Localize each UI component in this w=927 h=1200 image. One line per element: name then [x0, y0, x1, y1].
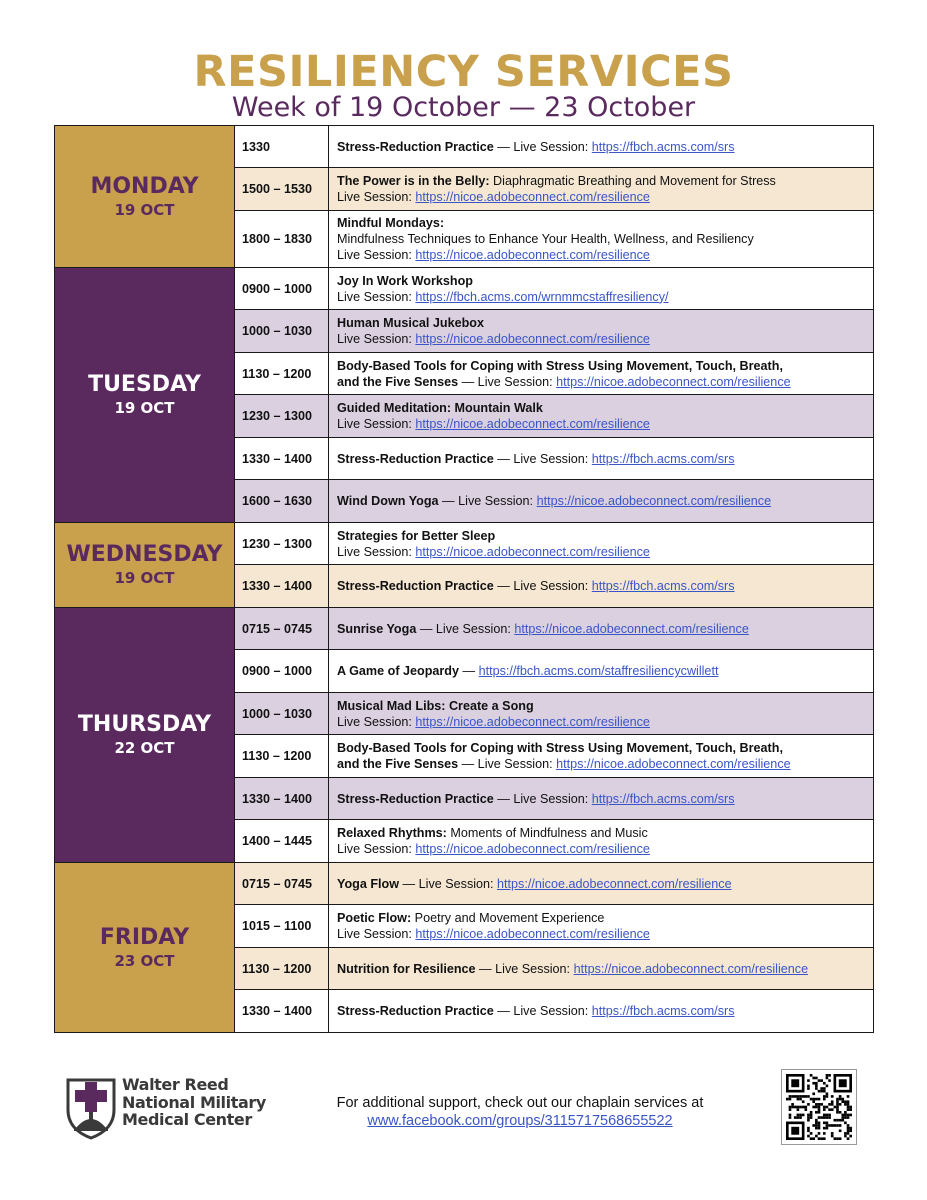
- session-details: [329, 735, 874, 778]
- session-title: Mindful Mondays:: [337, 216, 445, 230]
- session-details: [329, 820, 874, 863]
- session-link[interactable]: https://fbch.acms.com/wrnmmcstaffresiliency/: [415, 289, 669, 304]
- session-line: [337, 841, 865, 857]
- session-line: [337, 331, 865, 347]
- session-time: 1230 – 1300: [235, 395, 329, 438]
- session-details: [329, 211, 874, 268]
- logo-line: Medical Center: [122, 1110, 252, 1129]
- live-session-label: — Live Session:: [493, 791, 592, 806]
- day-date: 19 OCT: [114, 569, 175, 587]
- session-link[interactable]: https://nicoe.adobeconnect.com/resilience: [514, 621, 749, 636]
- support-text: For additional support, check out our chaplain services at: [336, 1095, 704, 1111]
- session-details: [329, 395, 874, 438]
- live-session-label: — Live Session:: [438, 494, 537, 508]
- live-session-label: — Live Session:: [458, 757, 557, 771]
- session-time: 1800 – 1830: [235, 211, 329, 268]
- session-link[interactable]: https://nicoe.adobeconnect.com/resilience: [556, 757, 791, 771]
- session-link[interactable]: https://nicoe.adobeconnect.com/resilience: [497, 876, 732, 891]
- session-link[interactable]: https://fbch.acms.com/staffresiliencycwillett: [478, 664, 719, 678]
- session-subtitle: Moments of Mindfulness and Music: [446, 826, 648, 840]
- qr-code: [781, 1069, 857, 1145]
- session-line: [337, 289, 865, 305]
- session-line: [337, 663, 865, 679]
- session-time: 1330 – 1400: [235, 990, 329, 1033]
- session-line: [337, 247, 865, 263]
- session-link[interactable]: https://nicoe.adobeconnect.com/resilience: [536, 494, 772, 508]
- session-title: Musical Mad Libs: Create a Song: [337, 698, 534, 713]
- live-session-label: Live Session:: [337, 842, 416, 856]
- live-session-label: — Live Session:: [493, 1004, 592, 1018]
- session-line: [337, 215, 865, 231]
- day-date: 22 OCT: [114, 739, 175, 757]
- session-title: Stress-Reduction Practice: [337, 579, 494, 593]
- session-time: 1500 – 1530: [235, 168, 329, 211]
- session-line: [337, 273, 865, 289]
- cross-shield-icon: [66, 1076, 116, 1140]
- live-session-label: — Live Session:: [416, 621, 515, 636]
- session-details: [329, 523, 874, 565]
- support-note: [300, 1094, 740, 1130]
- session-time: 1000 – 1030: [235, 693, 329, 735]
- session-link[interactable]: https://nicoe.adobeconnect.com/resilience: [415, 190, 650, 204]
- day-name: FRIDAY: [99, 924, 190, 950]
- session-title: Relaxed Rhythms:: [337, 826, 447, 840]
- session-subtitle: Poetry and Movement Experience: [411, 911, 605, 925]
- session-title: Wind Down Yoga: [337, 494, 439, 508]
- session-time: 1000 – 1030: [235, 310, 329, 353]
- live-session-label: Live Session:: [337, 417, 416, 431]
- session-title: A Game of Jeopardy: [337, 664, 460, 678]
- live-session-label: Live Session:: [337, 248, 416, 262]
- live-session-label: Live Session:: [337, 332, 416, 346]
- session-time: 1330: [235, 126, 329, 168]
- session-time: 1130 – 1200: [235, 948, 329, 990]
- session-details: [329, 268, 874, 310]
- day-name: TUESDAY: [88, 372, 201, 397]
- session-line: [337, 189, 865, 205]
- session-details: [329, 353, 874, 395]
- session-line: [337, 714, 865, 730]
- session-time: 1600 – 1630: [235, 480, 329, 523]
- session-line: [337, 400, 865, 416]
- session-line: [337, 578, 865, 594]
- session-line: [337, 416, 865, 432]
- session-line: [337, 544, 865, 560]
- session-line: [337, 173, 865, 189]
- walter-reed-logo: [66, 1076, 306, 1140]
- session-title-cont: and the Five Senses: [337, 374, 459, 389]
- session-line: [337, 698, 865, 714]
- session-link[interactable]: https://fbch.acms.com/srs: [591, 579, 735, 593]
- session-title: Strategies for Better Sleep: [337, 528, 496, 543]
- session-time: 0715 – 0745: [235, 608, 329, 650]
- live-session-label: Mindfulness Techniques to Enhance Your Health, Wellness, and Resiliency: [337, 232, 754, 246]
- live-session-label: — Live Session:: [399, 876, 498, 891]
- session-details: [329, 693, 874, 735]
- session-line: [337, 374, 865, 390]
- session-details: [329, 650, 874, 693]
- session-line: [337, 740, 865, 756]
- session-time: 1015 – 1100: [235, 905, 329, 948]
- session-link[interactable]: https://nicoe.adobeconnect.com/resilience: [415, 544, 650, 559]
- session-link[interactable]: https://nicoe.adobeconnect.com/resilience: [415, 927, 650, 941]
- session-row: [55, 268, 874, 310]
- session-line: [337, 791, 865, 807]
- session-title: Body-Based Tools for Coping with Stress Using Movement, Touch, Breath,: [337, 741, 783, 755]
- session-title: Guided Meditation: Mountain Walk: [337, 401, 543, 415]
- session-details: [329, 310, 874, 353]
- day-name: WEDNESDAY: [66, 542, 223, 567]
- session-title: Stress-Reduction Practice: [337, 451, 494, 466]
- day-name: MONDAY: [90, 173, 199, 199]
- logo-line: Walter Reed: [122, 1075, 229, 1094]
- session-details: [329, 905, 874, 948]
- session-row: [55, 126, 874, 168]
- qr-code-icon: [786, 1074, 852, 1140]
- session-time: 1130 – 1200: [235, 353, 329, 395]
- session-line: [337, 926, 865, 942]
- session-line: [337, 451, 865, 467]
- day-cell: [55, 523, 235, 608]
- session-details: [329, 990, 874, 1033]
- session-details: [329, 565, 874, 608]
- day-name: THURSDAY: [77, 712, 212, 737]
- day-cell: [55, 863, 235, 1033]
- session-details: [329, 480, 874, 523]
- session-title-cont: and the Five Senses: [337, 757, 459, 771]
- facebook-link[interactable]: www.facebook.com/groups/3115717568655522: [367, 1113, 673, 1129]
- logo-text: [122, 1076, 266, 1129]
- session-time: 1230 – 1300: [235, 523, 329, 565]
- live-session-label: Live Session:: [337, 190, 416, 204]
- live-session-label: Live Session:: [337, 544, 416, 559]
- live-session-label: — Live Session:: [493, 139, 592, 154]
- session-details: [329, 438, 874, 480]
- session-time: 0715 – 0745: [235, 863, 329, 905]
- session-details: [329, 126, 874, 168]
- session-title: Poetic Flow:: [337, 911, 412, 925]
- session-title: Nutrition for Resilience: [337, 961, 476, 976]
- session-title: Stress-Reduction Practice: [337, 1004, 494, 1018]
- session-time: 1330 – 1400: [235, 778, 329, 820]
- session-title: Stress-Reduction Practice: [337, 791, 494, 806]
- session-line: [337, 493, 865, 509]
- session-row: [55, 523, 874, 565]
- session-line: [337, 315, 865, 331]
- session-line: [337, 1003, 865, 1019]
- session-link[interactable]: https://nicoe.adobeconnect.com/resilience: [415, 714, 650, 729]
- session-row: [55, 608, 874, 650]
- session-details: [329, 608, 874, 650]
- page-subtitle: Week of 19 October — 23 October: [231, 92, 696, 123]
- session-title: Human Musical Jukebox: [337, 316, 484, 330]
- session-link[interactable]: https://nicoe.adobeconnect.com/resilience: [556, 374, 791, 389]
- session-time: 0900 – 1000: [235, 650, 329, 693]
- session-line: [337, 358, 865, 374]
- session-time: 1130 – 1200: [235, 735, 329, 778]
- session-link[interactable]: https://fbch.acms.com/srs: [591, 1004, 735, 1018]
- session-line: [337, 910, 865, 926]
- session-link[interactable]: https://nicoe.adobeconnect.com/resilience: [415, 842, 650, 856]
- session-link[interactable]: https://fbch.acms.com/srs: [591, 791, 735, 806]
- session-line: [337, 139, 865, 155]
- live-session-label: — Live Session:: [475, 961, 574, 976]
- schedule-body: [55, 126, 874, 1033]
- session-title: Stress-Reduction Practice: [337, 139, 494, 154]
- session-link[interactable]: https://fbch.acms.com/srs: [591, 451, 735, 466]
- schedule-table: [54, 125, 874, 1033]
- session-link[interactable]: https://fbch.acms.com/srs: [591, 139, 735, 154]
- session-line: [337, 756, 865, 772]
- session-line: [337, 825, 865, 841]
- session-link[interactable]: https://nicoe.adobeconnect.com/resilience: [415, 332, 650, 346]
- session-title: Body-Based Tools for Coping with Stress Using Movement, Touch, Breath,: [337, 358, 783, 373]
- session-line: [337, 231, 865, 247]
- live-session-label: — Live Session:: [493, 579, 592, 593]
- day-date: 19 OCT: [114, 200, 175, 219]
- session-time: 1330 – 1400: [235, 438, 329, 480]
- live-session-label: — Live Session:: [493, 451, 592, 466]
- session-time: 1400 – 1445: [235, 820, 329, 863]
- page-title: RESILIENCY SERVICES: [193, 47, 734, 97]
- session-details: [329, 863, 874, 905]
- day-cell: [55, 126, 235, 268]
- session-title: Sunrise Yoga: [337, 621, 417, 636]
- session-line: [337, 876, 865, 892]
- session-line: [337, 621, 865, 637]
- live-session-label: Live Session:: [337, 714, 416, 729]
- day-date: 19 OCT: [114, 399, 175, 417]
- live-session-label: —: [459, 664, 479, 678]
- session-title: Yoga Flow: [337, 876, 400, 891]
- day-cell: [55, 268, 235, 523]
- session-line: [337, 528, 865, 544]
- session-title: Joy In Work Workshop: [337, 273, 473, 288]
- session-time: 0900 – 1000: [235, 268, 329, 310]
- session-link[interactable]: https://nicoe.adobeconnect.com/resilience: [573, 961, 809, 976]
- session-title: The Power is in the Belly:: [337, 174, 490, 188]
- session-details: [329, 948, 874, 990]
- live-session-label: Live Session:: [337, 289, 416, 304]
- session-time: 1330 – 1400: [235, 565, 329, 608]
- day-cell: [55, 608, 235, 863]
- day-date: 23 OCT: [114, 951, 175, 970]
- session-subtitle: Diaphragmatic Breathing and Movement for Stress: [489, 174, 776, 188]
- session-link[interactable]: https://nicoe.adobeconnect.com/resilience: [415, 417, 650, 431]
- session-details: [329, 778, 874, 820]
- session-link[interactable]: https://nicoe.adobeconnect.com/resilience: [415, 248, 650, 262]
- session-details: [329, 168, 874, 211]
- session-row: [55, 863, 874, 905]
- logo-line: National Military: [122, 1092, 266, 1112]
- live-session-label: — Live Session:: [458, 374, 557, 389]
- live-session-label: Live Session:: [337, 927, 416, 941]
- session-line: [337, 961, 865, 977]
